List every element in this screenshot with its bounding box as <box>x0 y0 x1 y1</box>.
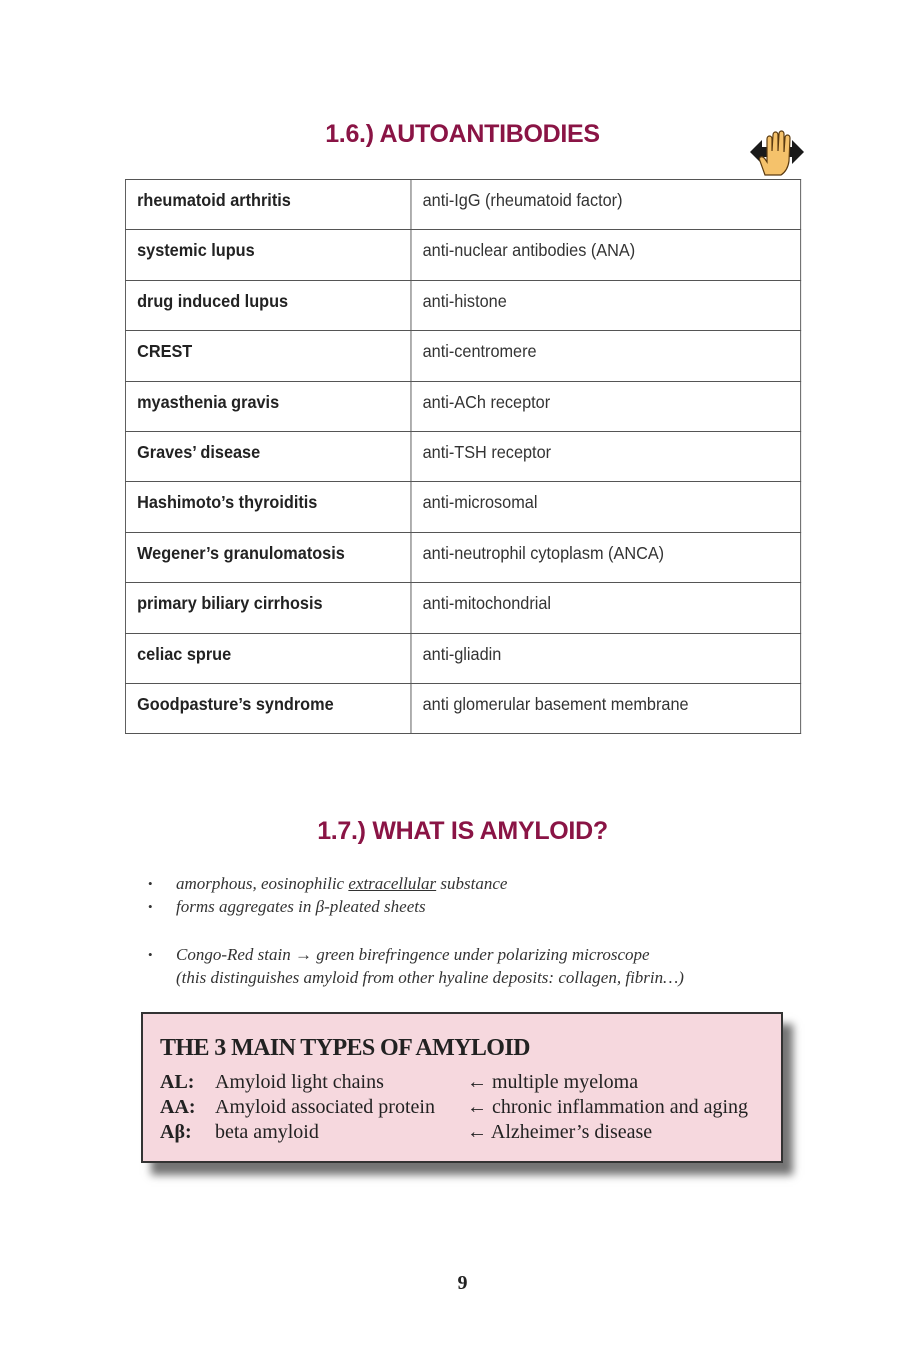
antibody-cell: anti-histone <box>411 280 801 330</box>
table-row <box>125 431 800 481</box>
table-row <box>125 683 800 733</box>
antibody-cell: anti-TSH receptor <box>411 431 801 481</box>
disease-cell: rheumatoid arthritis <box>125 180 411 230</box>
amyloid-code: AL: <box>160 1071 195 1093</box>
table-row <box>125 532 800 582</box>
antibody-cell: anti-ACh receptor <box>411 381 801 431</box>
hand-swipe-icon <box>748 127 806 177</box>
box-title: THE 3 MAIN TYPES OF AMYLOID <box>160 1035 530 1061</box>
disease-cell: primary biliary cirrhosis <box>125 583 411 633</box>
table-row <box>125 280 800 330</box>
antibody-cell: anti-nuclear antibodies (ANA) <box>411 230 801 280</box>
antibody-cell: anti-centromere <box>411 331 801 381</box>
bullet-dot: • <box>148 947 153 962</box>
table-row <box>125 482 800 532</box>
disease-cell: Hashimoto’s thyroiditis <box>125 482 411 532</box>
bullet-item: • amorphous, eosinophilic extracellular substance <box>148 874 508 893</box>
disease-cell: myasthenia gravis <box>125 381 411 431</box>
amyloid-association: ← multiple myeloma <box>467 1071 639 1093</box>
section-title-amyloid: 1.7.) WHAT IS AMYLOID? <box>317 817 608 845</box>
disease-cell: drug induced lupus <box>125 280 411 330</box>
antibody-cell: anti-gliadin <box>411 633 801 683</box>
table-row <box>125 633 800 683</box>
disease-cell: celiac sprue <box>125 633 411 683</box>
table-row <box>125 331 800 381</box>
bullet-dot: • <box>148 899 153 914</box>
antibody-cell: anti glomerular basement membrane <box>411 683 801 733</box>
autoantibodies-table <box>125 179 801 734</box>
amyloid-bullets-1 <box>148 872 507 918</box>
bullet-item: • forms aggregates in β-pleated sheets <box>148 897 426 916</box>
disease-cell: Wegener’s granulomatosis <box>125 532 411 582</box>
disease-cell: Graves’ disease <box>125 431 411 481</box>
table-row <box>125 583 800 633</box>
amyloid-name: beta amyloid <box>215 1121 319 1143</box>
table-row <box>125 230 800 280</box>
amyloid-association: ← Alzheimer’s disease <box>467 1121 653 1143</box>
antibody-cell: anti-neutrophil cytoplasm (ANCA) <box>411 532 801 582</box>
table-row <box>125 381 800 431</box>
amyloid-name: Amyloid associated protein <box>215 1096 435 1118</box>
amyloid-name: Amyloid light chains <box>215 1071 384 1093</box>
disease-cell: Goodpasture’s syndrome <box>125 683 411 733</box>
bullet-subtext: (this distinguishes amyloid from other hyaline deposits: collagen, fibrin…) <box>176 968 684 987</box>
section-title-autoantibodies: 1.6.) AUTOANTIBODIES <box>325 120 600 148</box>
antibody-cell: anti-IgG (rheumatoid factor) <box>411 180 801 230</box>
antibody-cell: anti-microsomal <box>411 482 801 532</box>
amyloid-code: AA: <box>160 1096 196 1118</box>
amyloid-types-box <box>141 1012 783 1163</box>
bullet-item: • Congo-Red stain → green birefringence under polarizing microscope (this distinguishes amyloid from other hyaline deposits: collagen, fibrin…) <box>148 945 684 987</box>
underlined-term: extracellular <box>348 874 437 893</box>
disease-cell: systemic lupus <box>125 230 411 280</box>
bullet-dot: • <box>148 876 153 891</box>
amyloid-association: ← chronic inflammation and aging <box>467 1096 749 1118</box>
disease-cell: CREST <box>125 331 411 381</box>
page-number: 9 <box>457 1272 468 1294</box>
antibody-cell: anti-mitochondrial <box>411 583 801 633</box>
table-row <box>125 180 800 230</box>
amyloid-bullets-2 <box>148 943 684 989</box>
amyloid-code: Aβ: <box>160 1121 192 1143</box>
